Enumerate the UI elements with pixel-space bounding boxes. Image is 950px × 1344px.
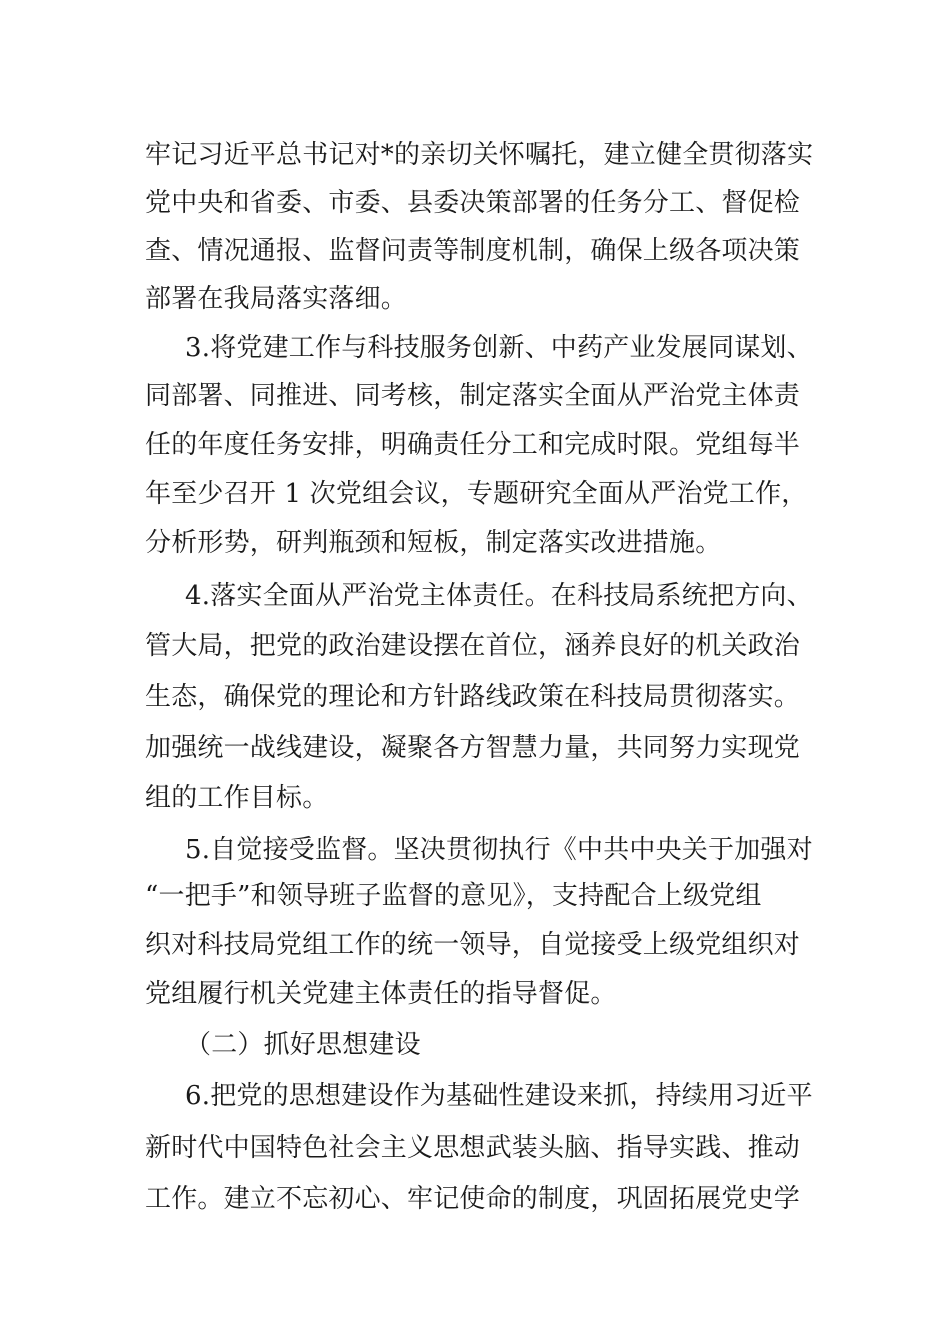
paragraph-4-start: 4.落实全面从严治党主体责任。在科技局系统把方向、 [185,581,813,611]
text-line: 生态，确保党的理论和方针路线政策在科技局贯彻落实。 [145,682,801,712]
section-heading: （二）抓好思想建设 [185,1030,421,1060]
text-line: 新时代中国特色社会主义思想武装头脑、指导实践、推动 [145,1133,801,1163]
paragraph-6-start: 6.把党的思想建设作为基础性建设来抓，持续用习近平 [185,1081,813,1111]
text-line: 织对科技局党组工作的统一领导，自觉接受上级党组织对 [145,930,801,960]
paragraph-5-start: 5.自觉接受监督。坚决贯彻执行《中共中央关于加强对 [185,835,813,865]
text-line: 同部署、同推进、同考核，制定落实全面从严治党主体责 [145,381,801,411]
text-line: 党组履行机关党建主体责任的指导督促。 [145,979,617,1009]
text-line: “一把手”和领导班子监督的意见》，支持配合上级党组 [145,881,762,911]
text-line: 任的年度任务安排，明确责任分工和完成时限。党组每半 [145,430,801,460]
text-line: 工作。建立不忘初心、牢记使命的制度，巩固拓展党史学 [145,1184,801,1214]
text-line: 牢记习近平总书记对*的亲切关怀嘱托，建立健全贯彻落实 [145,140,814,170]
text-line: 组的工作目标。 [145,783,329,813]
text-line: 查、情况通报、监督问责等制度机制，确保上级各项决策 [145,236,801,266]
text-line: 党中央和省委、市委、县委决策部署的任务分工、督促检 [145,188,801,218]
text-line: 分析形势，研判瓶颈和短板，制定落实改进措施。 [145,528,722,558]
paragraph-3-start: 3.将党建工作与科技服务创新、中药产业发展同谋划、 [185,333,813,363]
text-line: 加强统一战线建设，凝聚各方智慧力量，共同努力实现党 [145,733,801,763]
text-line: 年至少召开 1 次党组会议，专题研究全面从严治党工作， [145,479,808,509]
text-line: 管大局，把党的政治建设摆在首位，涵养良好的机关政治 [145,631,801,661]
text-line: 部署在我局落实落细。 [145,284,408,314]
